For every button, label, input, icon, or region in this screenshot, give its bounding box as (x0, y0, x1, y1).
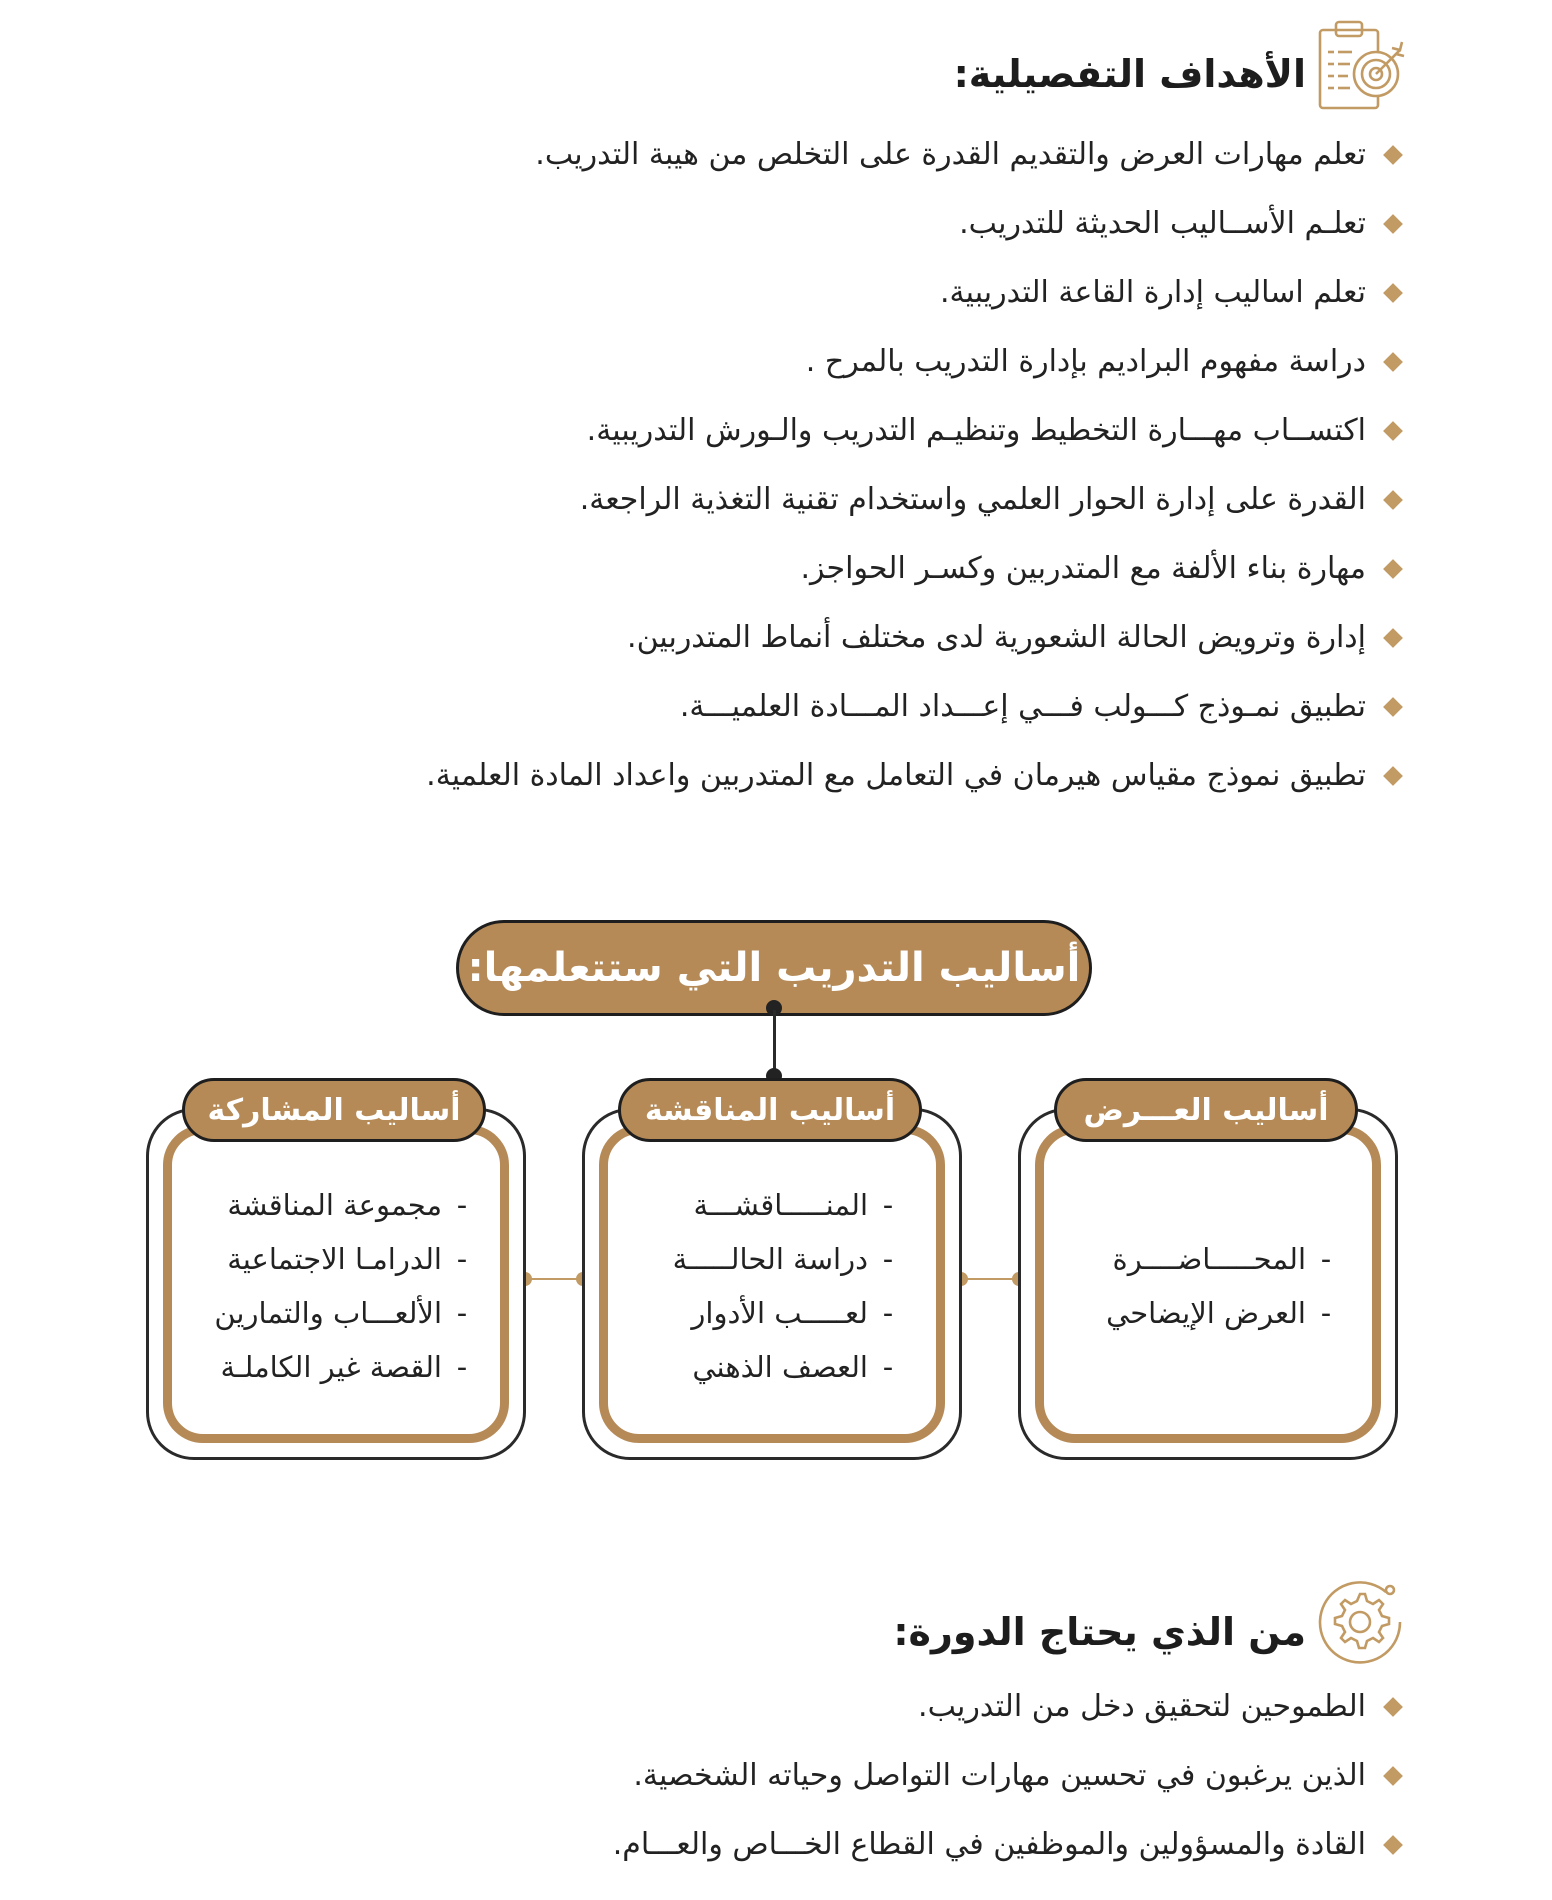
participation-methods-title: أساليب المشاركة (182, 1078, 486, 1142)
list-item: - مجموعة المناقشة (227, 1188, 468, 1222)
diamond-bullet-icon (1383, 421, 1403, 441)
list-item: القدرة على إدارة الحوار العلمي واستخدام تقنية التغذية الراجعة. (426, 465, 1406, 534)
list-item: تطبيق نمـوذج كـــولب فـــي إعـــداد المـــادة العلميـــة. (426, 672, 1406, 741)
diamond-bullet-icon (1383, 145, 1403, 165)
list-item: إدارة وترويض الحالة الشعورية لدى مختلف أنماط المتدربين. (426, 603, 1406, 672)
list-item: - الدرامـا الاجتماعية (227, 1242, 468, 1276)
list-item: دراسة مفهوم البراديم بإدارة التدريب بالمرح . (426, 327, 1406, 396)
presentation-methods-title: أساليب العـــرض (1054, 1078, 1358, 1142)
diamond-bullet-icon (1383, 1835, 1403, 1855)
list-item: - لعـــــب الأدوار (691, 1296, 894, 1330)
list-item: مهارة بناء الألفة مع المتدربين وكسـر الحواجز. (426, 534, 1406, 603)
diamond-bullet-icon (1383, 766, 1403, 786)
diamond-bullet-icon (1383, 628, 1403, 648)
list-item: - دراسة الحالـــــة (672, 1242, 894, 1276)
connector-line (773, 1010, 776, 1076)
audience-list (613, 1672, 1406, 1879)
discussion-methods-list (673, 1178, 908, 1394)
list-item: الطموحين لتحقيق دخل من التدريب. (613, 1672, 1406, 1741)
list-item: تطبيق نموذج مقياس هيرمان في التعامل مع المتدربين واعداد المادة العلمية. (426, 741, 1406, 810)
list-item: - المحـــــاضــــرة (1112, 1242, 1332, 1276)
diamond-bullet-icon (1383, 214, 1403, 234)
gear-icon (1312, 1574, 1408, 1670)
diamond-bullet-icon (1383, 1766, 1403, 1786)
goals-list (426, 120, 1406, 810)
methods-title: أساليب التدريب التي ستتعلمها: (456, 920, 1092, 1016)
list-item: تعلم اساليب إدارة القاعة التدريبية. (426, 258, 1406, 327)
list-item: الذين يرغبون في تحسين مهارات التواصل وحياته الشخصية. (613, 1741, 1406, 1810)
list-item: - القصة غير الكاملـة (220, 1350, 468, 1384)
list-item: - الألعـــاب والتمارين (214, 1296, 468, 1330)
diamond-bullet-icon (1383, 490, 1403, 510)
list-item: تعلـم الأســاليب الحديثة للتدريب. (426, 189, 1406, 258)
list-item: - العرض الإيضاحي (1106, 1296, 1332, 1330)
participation-methods-list (214, 1178, 482, 1394)
list-item: - المنـــــاقشـــة (693, 1188, 894, 1222)
diamond-bullet-icon (1383, 559, 1403, 579)
diamond-bullet-icon (1383, 283, 1403, 303)
list-item: تعلم مهارات العرض والتقديم القدرة على التخلص من هيبة التدريب. (426, 120, 1406, 189)
diamond-bullet-icon (1383, 697, 1403, 717)
discussion-methods-title: أساليب المناقشة (618, 1078, 922, 1142)
diamond-bullet-icon (1383, 352, 1403, 372)
audience-title: من الذي يحتاج الدورة: (893, 1610, 1306, 1654)
list-item: اكتســاب مهـــارة التخطيط وتنظيـم التدريب والـورش التدريبية. (426, 396, 1406, 465)
clipboard-target-icon (1316, 18, 1408, 114)
list-item: - العصف الذهني (692, 1350, 894, 1384)
diamond-bullet-icon (1383, 1697, 1403, 1717)
goals-title: الأهداف التفصيلية: (953, 52, 1306, 96)
list-item: القادة والمسؤولين والموظفين في القطاع الخـــاص والعـــام. (613, 1810, 1406, 1879)
presentation-methods-list (1106, 1232, 1346, 1340)
